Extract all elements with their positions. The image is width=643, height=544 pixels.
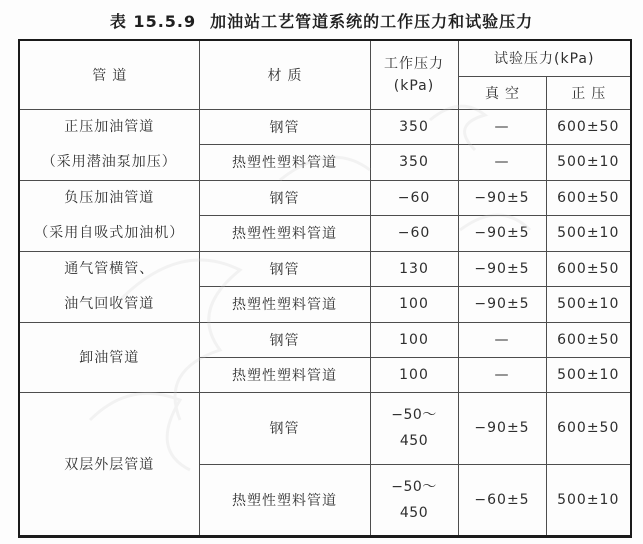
vacuum-cell: −90±5: [458, 287, 546, 323]
positive-cell: 600±50: [546, 180, 631, 216]
header-working-pressure-line1: 工作压力: [384, 55, 444, 72]
working-pressure-cell: [370, 392, 458, 464]
material-cell: 热塑性塑料管道: [199, 357, 370, 392]
table-caption: [0, 0, 643, 32]
pipeline-line: 负压加油管道: [64, 189, 155, 206]
pipeline-line: 双层外层管道: [64, 456, 155, 473]
header-working-pressure: [370, 40, 458, 109]
working-pressure-cell: 100: [370, 287, 458, 323]
pressure-table: [18, 39, 632, 538]
working-pressure-line: 450: [399, 504, 429, 521]
pipeline-line: 卸油管道: [79, 350, 140, 366]
positive-cell: 600±50: [546, 251, 631, 287]
vacuum-cell: —: [458, 145, 546, 181]
vacuum-cell: —: [458, 109, 546, 145]
vacuum-cell: −90±5: [458, 251, 546, 287]
header-material: 材质: [199, 40, 370, 109]
pipeline-line: 正压加油管道: [64, 118, 155, 135]
pipeline-cell: [19, 109, 199, 180]
positive-cell: 600±50: [546, 322, 631, 357]
material-cell: 热塑性塑料管道: [199, 145, 370, 181]
working-pressure-line: −50～: [391, 478, 437, 495]
working-pressure-cell: −60: [370, 216, 458, 252]
pipeline-cell: [19, 251, 199, 322]
working-pressure-line: −50～: [391, 407, 437, 423]
pipeline-line: 通气管横管、: [64, 260, 155, 277]
table-number: 表 15.5.9: [109, 12, 197, 31]
header-vacuum: 真空: [458, 76, 546, 109]
material-cell: 钢管: [199, 109, 370, 145]
vacuum-cell: —: [458, 322, 546, 357]
positive-cell: 600±50: [546, 109, 631, 145]
material-cell: 钢管: [199, 392, 370, 464]
working-pressure-cell: 100: [370, 322, 458, 357]
working-pressure-line: 450: [399, 433, 429, 449]
pipeline-cell: [19, 322, 199, 392]
material-cell: 钢管: [199, 180, 370, 216]
material-cell: 热塑性塑料管道: [199, 216, 370, 252]
working-pressure-cell: 350: [370, 109, 458, 145]
header-positive: 正压: [546, 76, 631, 109]
table-title-text: 加油站工艺管道系统的工作压力和试验压力: [210, 12, 534, 31]
pipeline-cell: [19, 180, 199, 251]
material-cell: 钢管: [199, 251, 370, 287]
positive-cell: 500±10: [546, 216, 631, 252]
header-working-pressure-unit: (kPa): [393, 77, 435, 94]
header-pipeline: 管道: [19, 40, 199, 109]
positive-cell: 600±50: [546, 392, 631, 464]
pipeline-line: （采用自吸式加油机）: [34, 224, 185, 241]
positive-cell: 500±10: [546, 287, 631, 323]
material-cell: 热塑性塑料管道: [199, 287, 370, 323]
positive-cell: 500±10: [546, 464, 631, 536]
vacuum-cell: −90±5: [458, 392, 546, 464]
vacuum-cell: −60±5: [458, 464, 546, 536]
header-test-pressure: 试验压力(kPa): [458, 40, 631, 76]
material-cell: 钢管: [199, 322, 370, 357]
working-pressure-cell: −60: [370, 180, 458, 216]
vacuum-cell: −90±5: [458, 216, 546, 252]
pipeline-line: （采用潜油泵加压）: [41, 153, 177, 170]
working-pressure-cell: 350: [370, 145, 458, 181]
working-pressure-cell: 100: [370, 357, 458, 392]
working-pressure-cell: [370, 464, 458, 536]
positive-cell: 500±10: [546, 357, 631, 392]
material-cell: 热塑性塑料管道: [199, 464, 370, 536]
working-pressure-cell: 130: [370, 251, 458, 287]
vacuum-cell: −90±5: [458, 180, 546, 216]
pipeline-line: 油气回收管道: [64, 295, 155, 312]
positive-cell: 500±10: [546, 145, 631, 181]
vacuum-cell: —: [458, 357, 546, 392]
pipeline-cell: [19, 392, 199, 536]
